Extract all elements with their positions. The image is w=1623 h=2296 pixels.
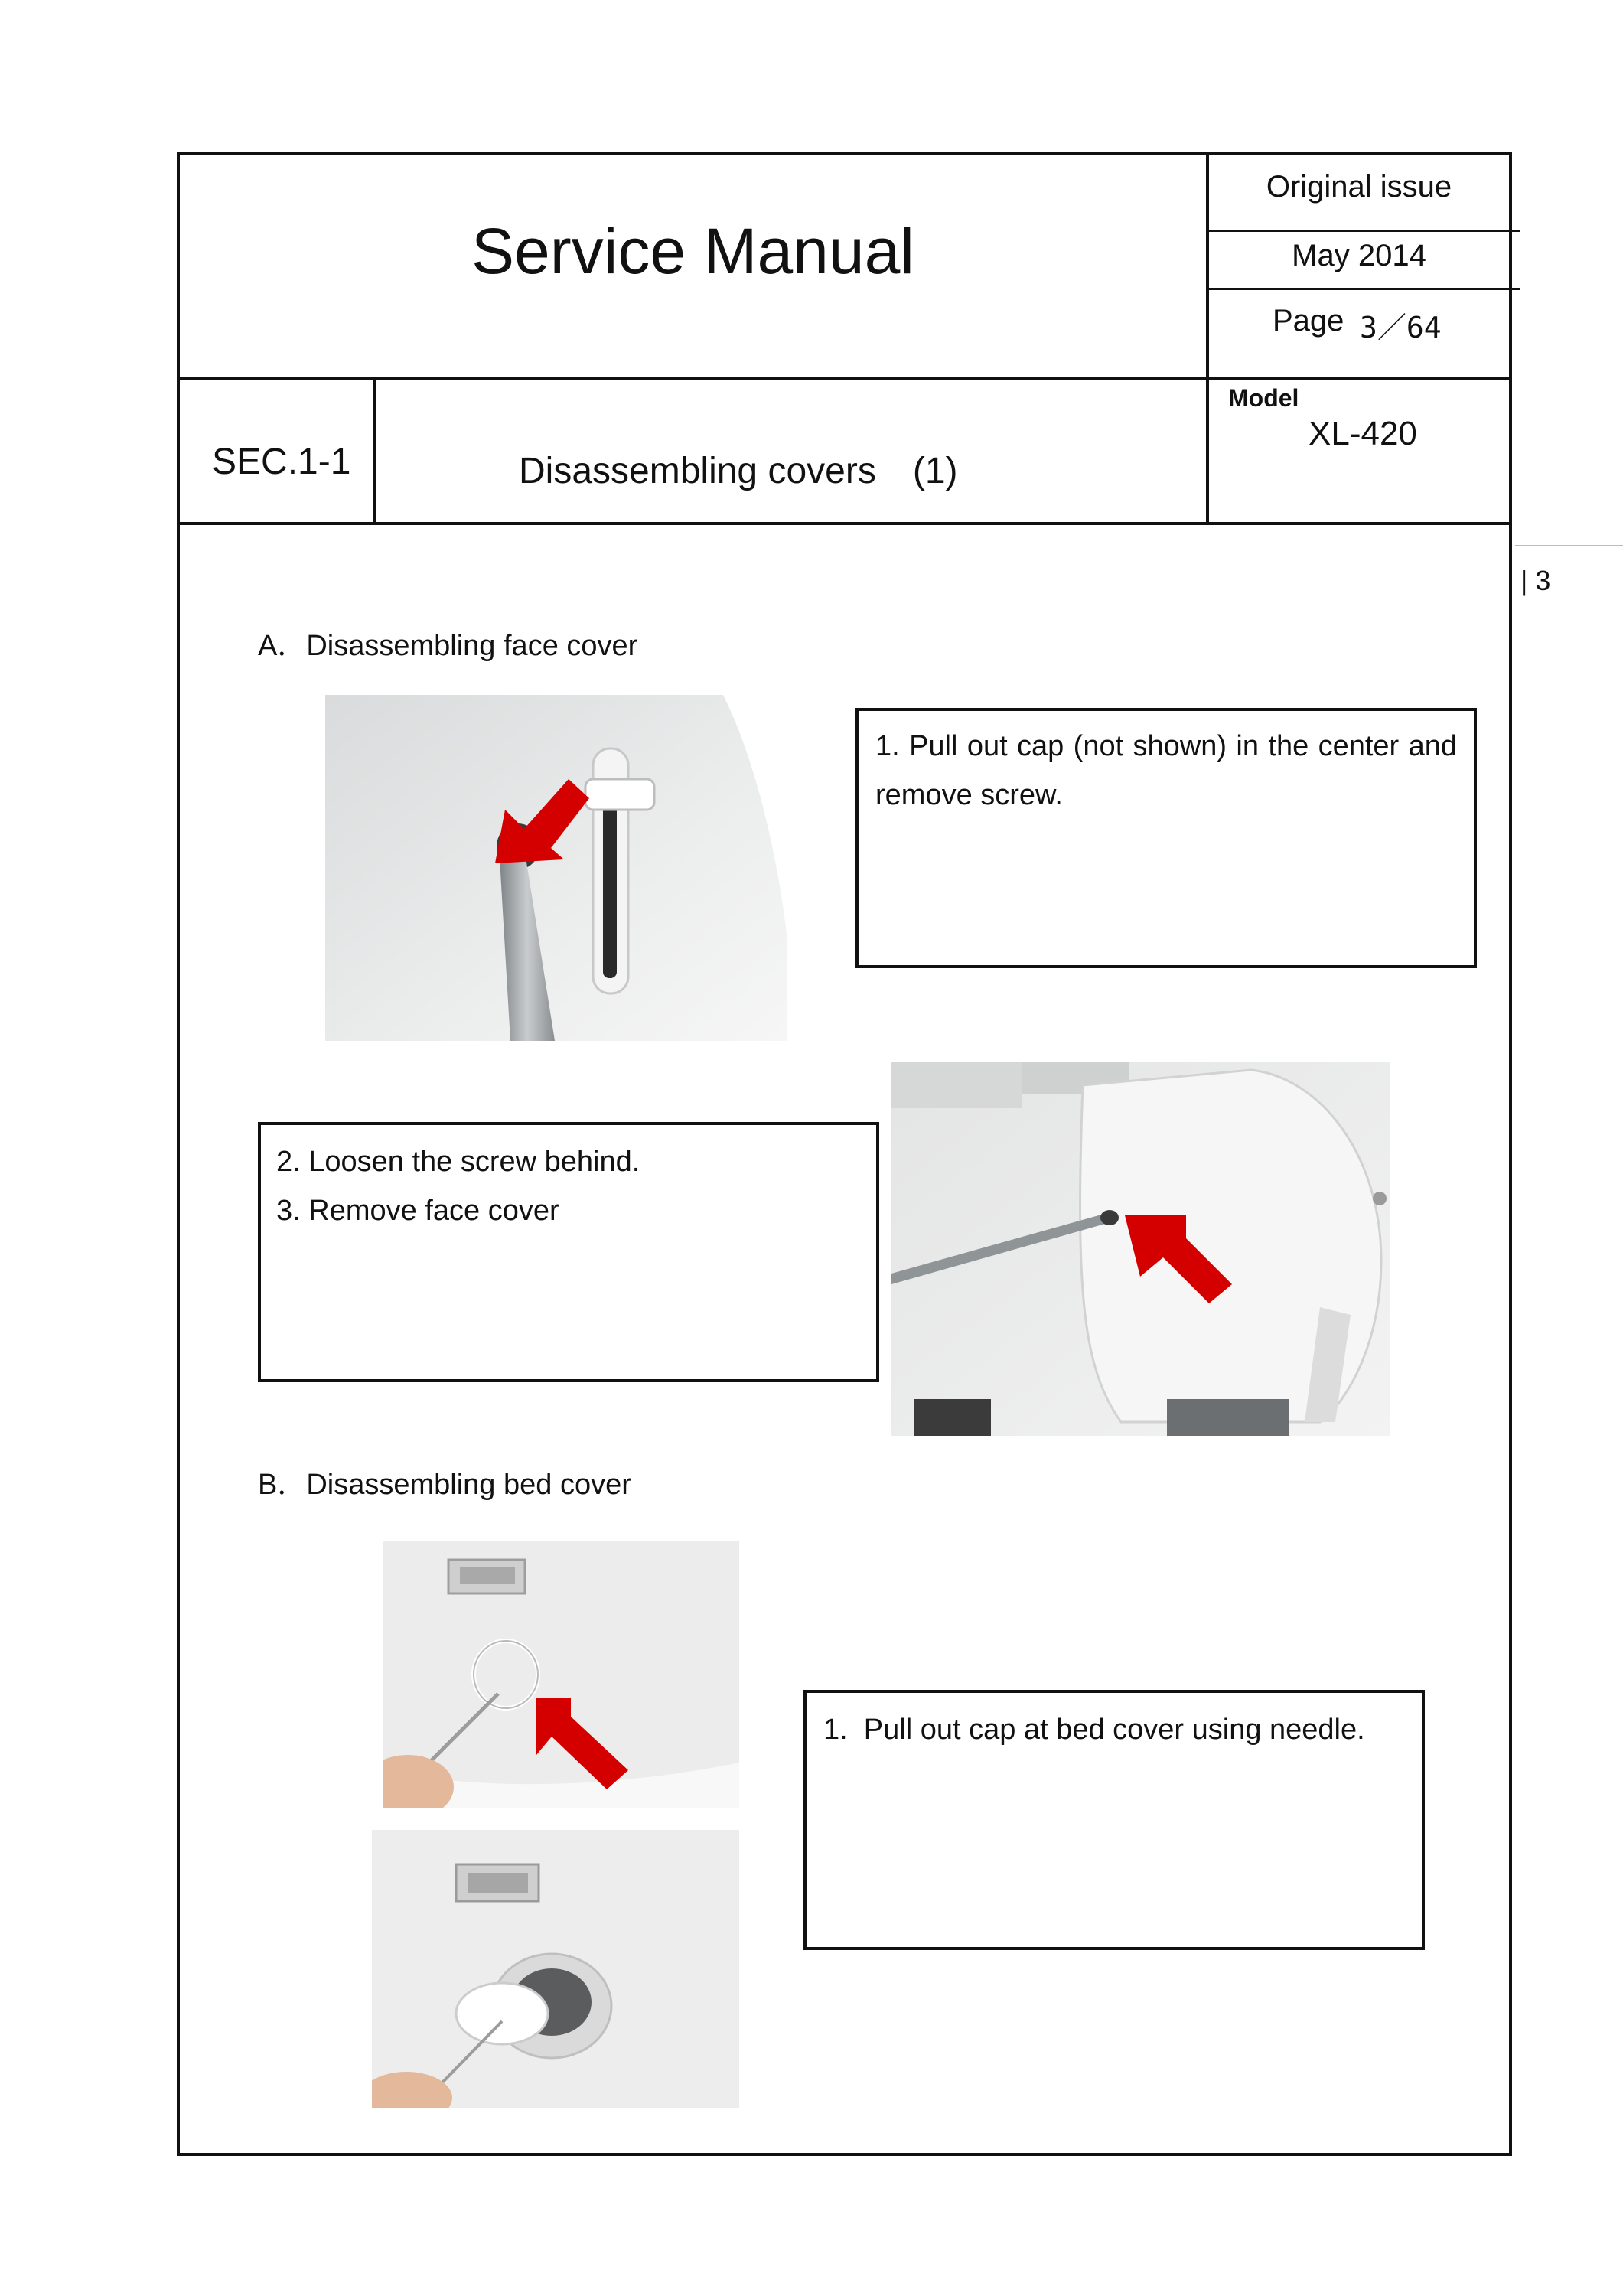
issue-date: May 2014 [1292,239,1426,272]
note-bed-cover-text: 1. Pull out cap at bed cover using needle. [823,1714,1365,1746]
date-divider [1206,288,1520,290]
issue-divider [1206,230,1520,232]
header-divider [177,377,1512,380]
photo-face-cover-screw [325,695,787,1041]
note-box-bed-cover [803,1690,1425,1950]
note-remove-face-cover: 3. Remove face cover [276,1195,559,1227]
note-pull-cap-text: 1. Pull out cap (not shown) in the center and remove screw. [875,730,1457,811]
section-a-heading: A．Disassembling face cover [258,630,638,662]
section-label-divider [373,377,376,525]
margin-page-marker: | 3 [1520,565,1551,596]
section-b-heading: B．Disassembling bed cover [258,1469,631,1501]
photo-bed-cover-needle [383,1541,739,1808]
margin-rule [1515,545,1623,546]
issue-label: Original issue [1266,170,1452,204]
photo-face-cover-side [891,1062,1390,1436]
model-label: Model [1228,384,1299,412]
note-loosen-screw: 2. Loosen the screw behind. [276,1146,640,1178]
page-title: Service Manual [471,215,914,287]
section-title: Disassembling covers (1) [519,451,958,491]
note-box-pull-cap [855,708,1477,968]
header-right-divider [1206,152,1209,525]
section-number: SEC.1-1 [212,442,351,482]
note-box-remove-face-cover [258,1122,879,1382]
page-number: 3／64 [1360,311,1442,344]
page-label: Page [1273,304,1344,338]
section-divider [177,522,1512,525]
model-value: XL-420 [1309,415,1417,452]
photo-bed-cover-cap-removed [372,1830,739,2108]
